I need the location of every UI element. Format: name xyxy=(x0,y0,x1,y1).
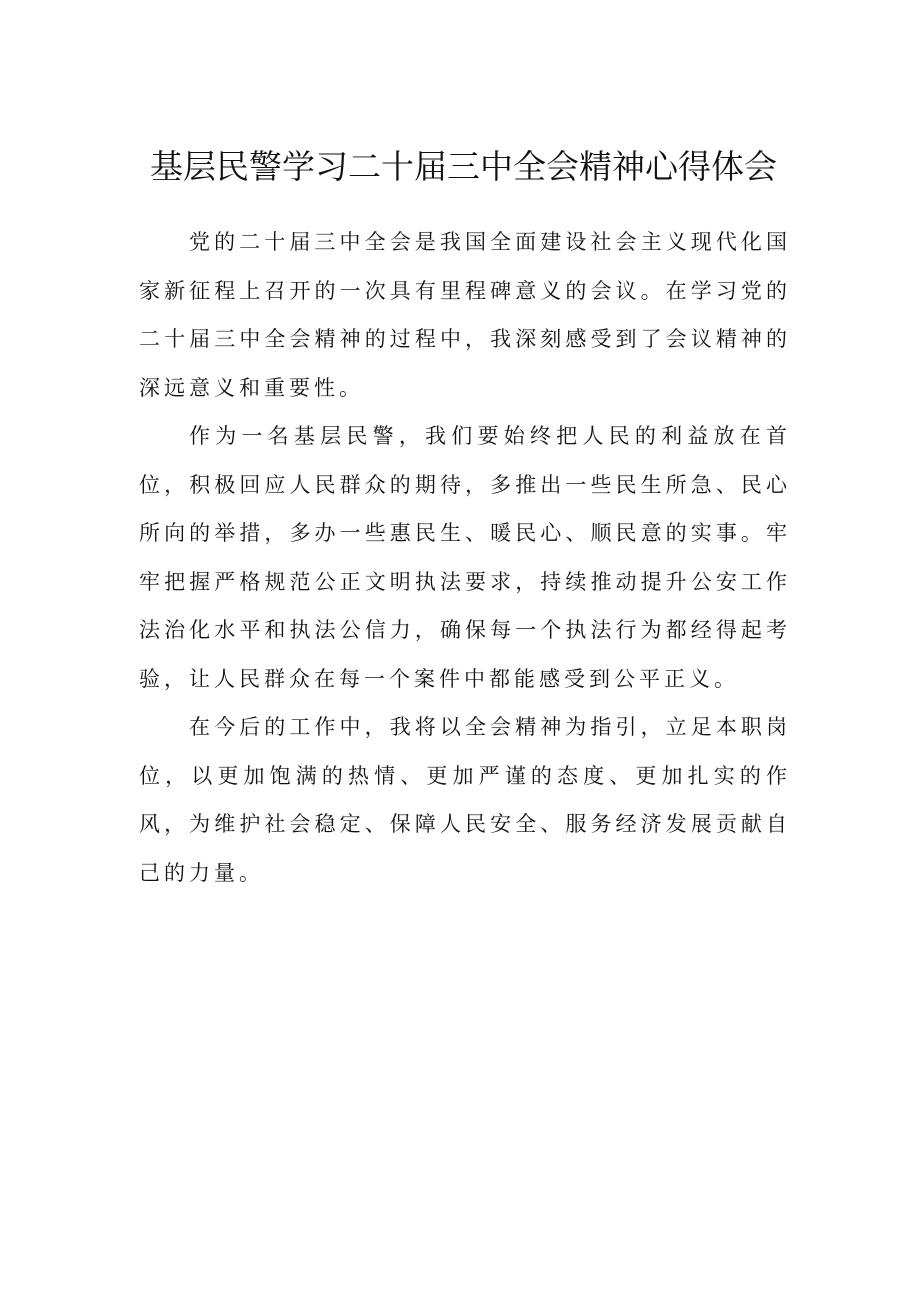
paragraph-2: 作为一名基层民警，我们要始终把人民的利益放在首位，积极回应人民群众的期待，多推出一些民生所急、民心所向的举措，多办一些惠民生、暖民心、顺民意的实事。牢牢把握严格规范公正文明执法要求，持续推动提升公安工作法治化水平和执法公信力，确保每一个执法行为都经得起考验，让人民群众在每一个案件中都能感受到公平正义。 xyxy=(139,424,791,691)
document-body xyxy=(139,218,791,897)
paragraph-1: 党的二十届三中全会是我国全面建设社会主义现代化国家新征程上召开的一次具有里程碑意义的会议。在学习党的二十届三中全会精神的过程中，我深刻感受到了会议精神的深远意义和重要性。 xyxy=(139,230,791,400)
document-title: 基层民警学习二十届三中全会精神心得体会 xyxy=(150,147,777,186)
paragraph-3: 在今后的工作中，我将以全会精神为指引，立足本职岗位，以更加饱满的热情、更加严谨的态度、更加扎实的作风，为维护社会稳定、保障人民安全、服务经济发展贡献自己的力量。 xyxy=(139,715,791,885)
